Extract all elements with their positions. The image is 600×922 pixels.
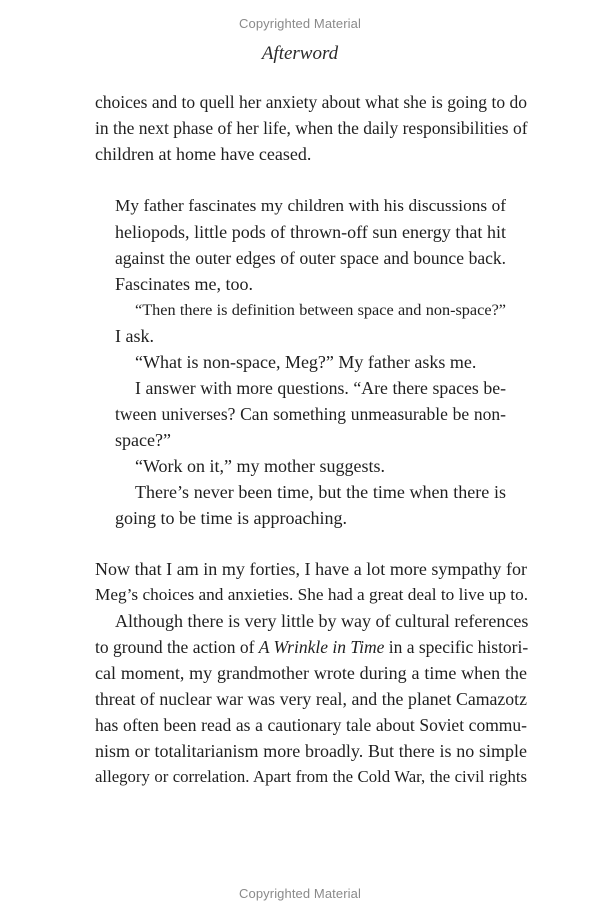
block-quote-line: tween universes? Can something unmeasurable be non- — [115, 404, 506, 424]
text-run: in a specific histori- — [384, 637, 529, 657]
block-quote-line: I answer with more questions. “Are there spaces be- — [135, 378, 506, 398]
paragraph-line: children at home have ceased. — [95, 144, 312, 164]
paragraph-line: threat of nuclear war was very real, and the planet Camazotz — [95, 689, 527, 709]
block-quote-line: “What is non-space, Meg?” My father asks me. — [135, 352, 477, 372]
paragraph-line: Meg’s choices and anxieties. She had a great deal to live up to. — [95, 585, 529, 604]
block-quote-line: Fascinates me, too. — [115, 274, 253, 294]
copyright-watermark-bottom: Copyrighted Material — [239, 886, 361, 901]
paragraph-line: allegory or correlation. Apart from the Cold War, the civil rights — [95, 767, 527, 786]
paragraph-line — [95, 636, 527, 658]
paragraph-line: has often been read as a cautionary tale about Soviet commu- — [95, 715, 527, 735]
block-quote-line: against the outer edges of outer space and bounce back. — [115, 248, 506, 268]
block-quote-line: “Then there is definition between space and non-space?” — [135, 301, 506, 319]
paragraph-line: choices and to quell her anxiety about what she is going to do — [95, 92, 527, 112]
block-quote-line: My father fascinates my children with his discussions of — [115, 196, 506, 215]
paragraph-line: nism or totalitarianism more broadly. But there is no simple — [95, 741, 527, 761]
paragraph-line: cal moment, my grandmother wrote during a time when the — [95, 663, 527, 683]
block-quote-line: “Work on it,” my mother suggests. — [135, 456, 386, 476]
block-quote-line: I ask. — [115, 326, 154, 346]
book-title: A Wrinkle in Time — [258, 637, 385, 657]
copyright-watermark-top: Copyrighted Material — [239, 16, 361, 31]
text-run: to ground the action of — [95, 637, 259, 657]
running-head: Afterword — [261, 43, 339, 64]
paragraph-line: Now that I am in my forties, I have a lot more sympathy for — [95, 559, 527, 579]
paragraph-line: in the next phase of her life, when the daily responsibilities of — [95, 118, 528, 138]
block-quote-line: heliopods, little pods of thrown-off sun energy that hit — [115, 222, 506, 242]
paragraph-line: Although there is very little by way of cultural references — [115, 611, 529, 631]
block-quote-line: There’s never been time, but the time when there is — [135, 482, 506, 502]
block-quote-line: space?” — [115, 430, 171, 450]
block-quote-line: going to be time is approaching. — [115, 508, 347, 528]
